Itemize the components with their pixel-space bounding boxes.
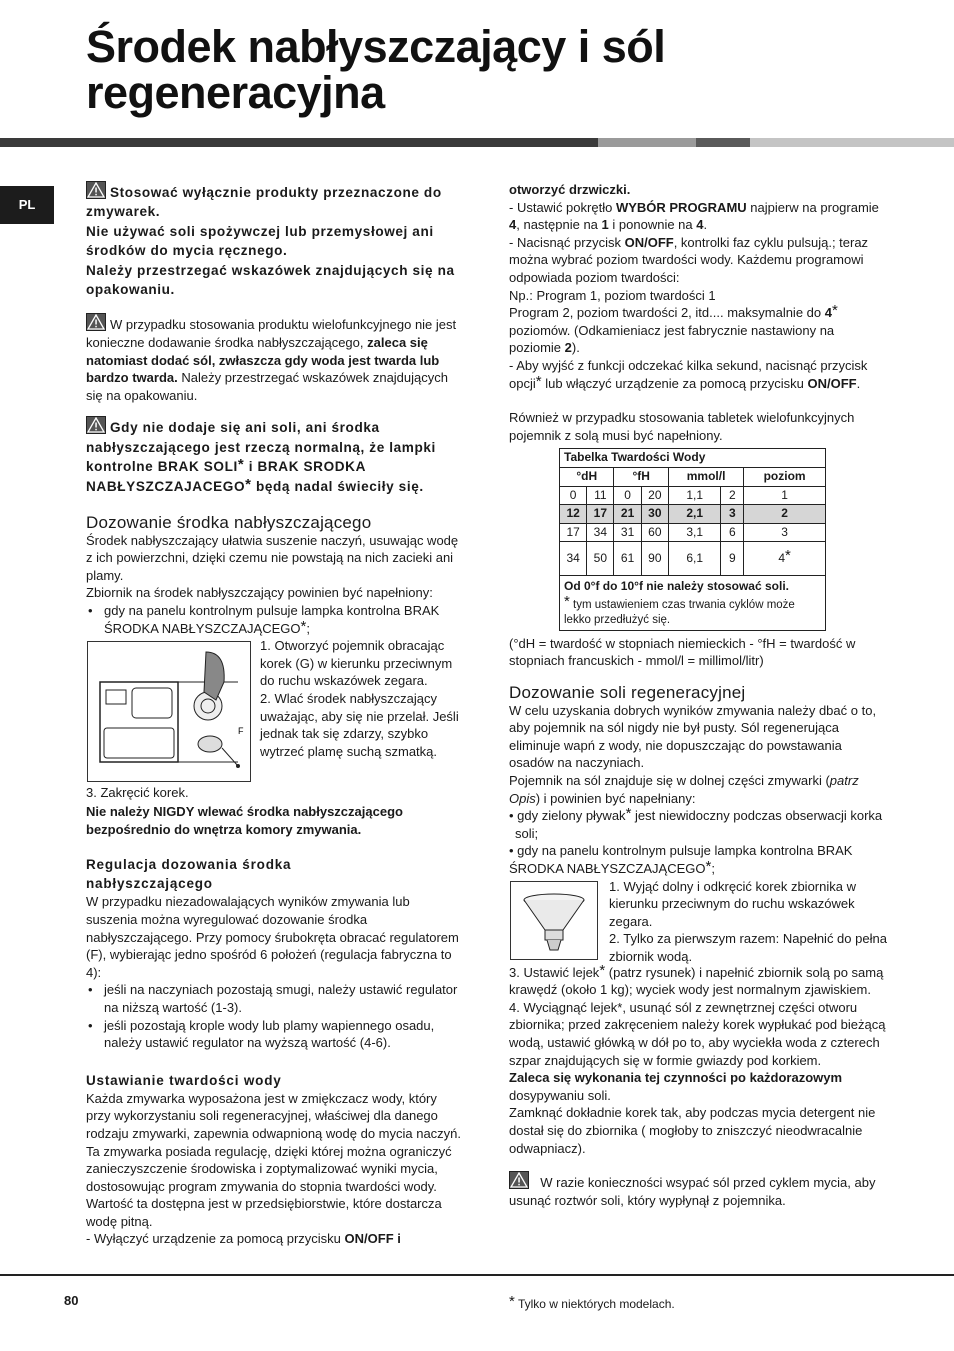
page-title: Środek nabłyszczający i sól regeneracyjna: [86, 21, 666, 118]
heading-dosing-regulation: Regulacja dozowania środka nabłyszczającego: [86, 857, 292, 892]
table-cell: 90: [641, 542, 668, 576]
units-legend: (°dH = twardość w stopniach niemieckich - °fH = twardość w stopniach francuskich - mmol/l = millimol/litr): [509, 635, 856, 669]
table-row: [560, 505, 826, 524]
table-cell: 1,1: [668, 486, 720, 505]
dispenser-illustration: [87, 641, 251, 782]
table-cell: 3: [744, 523, 826, 542]
heading-water-hardness: Ustawianie twardości wody: [86, 1072, 282, 1088]
table-header: mmol/l: [668, 467, 743, 486]
salt-steps: 1. Wyjąć dolny i odkręcić korek zbiornika w kierunku przeciwnym do ruchu wskazówek zegara. 2. Tylko za pierwszym razem: Napełnić do pełna zbiornik wodą.: [609, 878, 887, 964]
table-cell: 1: [744, 486, 826, 505]
step-exit: - Aby wyjść z funkcji odczekać kilka sekund, nacisnąć przycisk opcji* lub włączyć urządzenie za pomocą przycisku ON/OFF.: [509, 357, 868, 391]
warning-icon: [86, 416, 106, 434]
salt-recommendation: Zaleca się wykonania tej czynności po każdorazowym dosypywaniu soli.: [509, 1070, 843, 1103]
example-text-2: Program 2, poziom twardości 2, itd.... maksymalnie do 4* poziomów. (Odkamieniacz jest fabrycznie nastawiony na poziomie 2).: [509, 302, 838, 356]
table-cell: 50: [587, 542, 614, 576]
salt-paragraph-2: Pojemnik na sól znajduje się w dolnej części zmywarki (patrz Opis) i powinien być napełniany:: [509, 773, 859, 806]
regulation-list: [86, 981, 464, 1051]
dosing-list: [86, 602, 464, 637]
table-cell: 2,1: [668, 505, 720, 524]
header-bar-mid: [598, 138, 696, 147]
table-header: poziom: [744, 467, 826, 486]
footnote: * Tylko w niektórych modelach.: [509, 1293, 675, 1311]
heading-rinse-aid-dosing: Dozowanie środka nabłyszczającego: [86, 513, 372, 533]
hardness-paragraph-1: Każda zmywarka wyposażona jest w zmiękczacz wody, który przy wykorzystaniu soli regeneracyjnej, właściwej dla danego rodzaju zmywarki, zapewnia odwapnioną wodę do mycia naczyń.: [86, 1090, 462, 1141]
table-cell: 34: [560, 542, 587, 576]
table-cell: 3,1: [668, 523, 720, 542]
dosing-steps: 1. Otworzyć pojemnik obracając korek (G) w kierunku przeciwnym do ruchu wskazówek zegara. 2. Wlać środek nabłyszczający uważając, aby się nie przelał. Jeśli jednak tak się zdarzy, szybko wytrzeć plamę suchą szmatką.: [260, 638, 459, 759]
header-bar-dark2: [696, 138, 750, 147]
table-cell: 12: [560, 505, 587, 524]
salt-figure-block: [509, 878, 887, 964]
warning-multifunction: W przypadku stosowania produktu wielofunkcyjnego nie jest konieczne dodawanie środka nabłyszczającego, zaleca się natomiast dodać sól, zwłaszcza gdy woda jest twarda lub bardzo twarda. Należy przestrzegać wskazówek znajdujących się na opakowaniu.: [86, 313, 464, 404]
table-cell: 6,1: [668, 542, 720, 576]
left-column: [86, 181, 464, 1248]
table-cell: 60: [641, 523, 668, 542]
table-cell: 21: [614, 505, 641, 524]
dosing-figure-block: [86, 637, 464, 803]
table-note-cell: Od 0°f do 10°f nie należy stosować soli.: [560, 576, 826, 598]
hardness-paragraph-2: Ta zmywarka posiada regulację, dzięki której można ograniczyć zanieczyszczenie środowiska i zoptymalizować wyniki mycia, dostosowując program zmywania do stopnia twardości wody. Wartość ta dostępna jest w przedsiębiorstwie, które dostarcza wodę pitną.: [86, 1143, 452, 1229]
page-number: 80: [64, 1293, 79, 1308]
salt-step-4: 4. Wyciągnąć lejek*, usunąć sól z zewnętrznej części otworu zbiornika; przed zakręceniem należy korek wypłukać pod bieżącą wodą, ustawić główką w dół po to, aby wyciekła woda z czterech szpar znajdujących się w formie gwiazdy pod korkiem.: [509, 999, 886, 1068]
salt-paragraph-1: W celu uzyskania dobrych wyników zmywania należy dbać o to, aby pojemnik na sól nigdy nie był pusty. Sól regenerująca eliminuje wapń z wody, nie dopuszczając do powstawania osadów na naczyniach.: [509, 702, 877, 771]
step-set-program: - Ustawić pokrętło WYBÓR PROGRAMU najpierw na programie 4, następnie na 1 i ponownie na 4.: [509, 199, 879, 233]
step-press-onoff: - Nacisnąć przycisk ON/OFF, kontrolki faz cyklu pulsują.; teraz można wybrać poziom twardości wody. Każdemu programowi odpowiada poziom twardości:: [509, 234, 869, 285]
warning-icon: [86, 313, 106, 331]
table-cell: 61: [614, 542, 641, 576]
right-column: [509, 181, 887, 1210]
list-item: • jeśli na naczyniach pozostają smugi, należy ustawić regulator na niższą wartość (1-3).: [104, 981, 464, 1016]
table-cell: 4*: [744, 542, 826, 576]
table-cell: 30: [641, 505, 668, 524]
salt-bullet-1: • gdy zielony pływak* jest niewidoczny podczas obserwacji korka soli;: [509, 805, 883, 841]
dosing-paragraph: Środek nabłyszczający ułatwia suszenie naczyń, usuwając wodę z ich powierzchni, dzięki czemu nie powstają na nich zacieki ani plamy.: [86, 532, 459, 583]
table-row: [560, 523, 826, 542]
table-cell: 2: [721, 486, 744, 505]
list-item: • jeśli pozostają krople wody lub plamy wapiennego osadu, należy ustawić regulator na wyższą wartość (4-6).: [104, 1017, 464, 1052]
table-star-note-cell: * tym ustawieniem czas trwania cyklów może lekko przedłużyć się.: [560, 598, 826, 631]
salt-step-3: 3. Ustawić lejek* (patrz rysunek) i napełnić zbiornik solą po samą krawędź (około 1 kg); wyciek wody jest normalnym zjawiskiem.: [509, 961, 884, 998]
table-title: Tabelka Twardości Wody: [560, 449, 826, 468]
warning-icon: [86, 181, 106, 199]
example-text: Np.: Program 1, poziom twardości 1: [509, 287, 716, 303]
language-tab: PL: [0, 186, 54, 224]
warning-lamps: Gdy nie dodaje się ani soli, ani środka nabłyszczającego jest rzeczą normalną, że lampki kontrolne BRAK SOLI* i BRAK SRODKA NABŁYSZCZAJACEGO* będą nadal świeciły się.: [86, 416, 464, 496]
table-header: °fH: [614, 467, 668, 486]
table-cell: 0: [614, 486, 641, 505]
table-cell: 9: [721, 542, 744, 576]
salt-paragraph-3: Zamknąć dokładnie korek tak, aby podczas mycia detergent nie dostał się do zbiornika ( mogłoby to zniszczyć nieodwracalnie odwapniacz).: [509, 1105, 876, 1156]
table-row: [560, 486, 826, 505]
list-item: • gdy na panelu kontrolnym pulsuje lampka kontrolna BRAK ŚRODKA NABŁYSZCZAJĄCEGO*;: [104, 602, 464, 637]
footer-rule: [0, 1274, 954, 1276]
never-warning: Nie należy NIGDY wlewać środka nabłyszczającego bezpośrednio do wnętrza komory zmywania.: [86, 804, 403, 837]
table-cell: 17: [560, 523, 587, 542]
table-cell: 2: [744, 505, 826, 524]
warning-products: Stosować wyłącznie produkty przeznaczone do zmywarek. Nie używać soli spożywczej lub przemysłowej ani środków do mycia ręcznego. Należy przestrzegać wskazówek znajdujących się na opakowaniu.: [86, 181, 464, 299]
header-bar-dark: [0, 138, 598, 147]
table-cell: 17: [587, 505, 614, 524]
svg-text:F: F: [238, 726, 244, 737]
hardness-paragraph-3: - Wyłączyć urządzenie za pomocą przycisku ON/OFF i: [86, 1231, 401, 1247]
tablets-note: Również w przypadku stosowania tabletek wielofunkcyjnych pojemnik z solą musi być napełniony.: [509, 410, 855, 443]
header-bar-light: [750, 138, 954, 147]
warning-icon: [509, 1171, 529, 1189]
salt-bullet-2: • gdy na panelu kontrolnym pulsuje lampka kontrolna BRAK ŚRODKA NABŁYSZCZAJĄCEGO*;: [509, 843, 853, 876]
hardness-table: [559, 448, 826, 631]
table-header: °dH: [560, 467, 614, 486]
step-3: 3. Zakręcić korek.: [86, 785, 189, 801]
continuation-text: otworzyć drzwiczki.: [509, 182, 631, 197]
table-cell: 34: [587, 523, 614, 542]
table-cell: 11: [587, 486, 614, 505]
salt-warning: W razie konieczności wsypać sól przed cyklem mycia, aby usunąć roztwór soli, który wypłynął z pojemnika.: [509, 1171, 887, 1210]
table-row: [560, 542, 826, 576]
regulation-paragraph: W przypadku niezadowalających wyników zmywania lub suszenia można wyregulować dozowanie środka nabłyszczającego. Przy pomocy śrubokręta obracać regulatorem (F), wybierając jedno spośród 6 położeń (regulacja fabryczna to 4):: [86, 894, 459, 980]
funnel-illustration: [510, 881, 598, 960]
table-cell: 20: [641, 486, 668, 505]
table-cell: 6: [721, 523, 744, 542]
table-cell: 31: [614, 523, 641, 542]
table-cell: 0: [560, 486, 587, 505]
heading-salt-dosing: Dozowanie soli regeneracyjnej: [509, 683, 746, 703]
table-cell: 3: [721, 505, 744, 524]
dosing-paragraph-2: Zbiornik na środek nabłyszczający powinien być napełniony:: [86, 585, 433, 601]
